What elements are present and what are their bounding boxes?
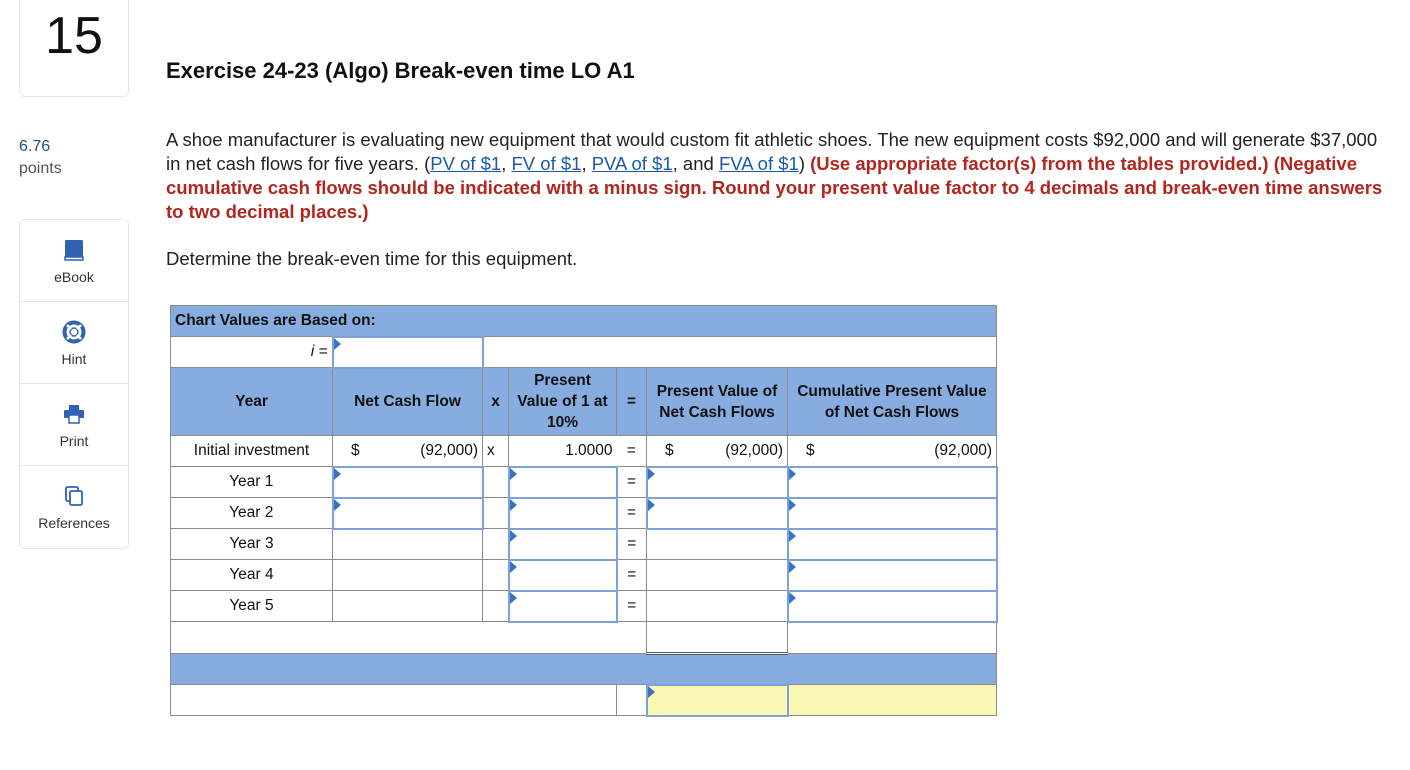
empty-cell: [483, 560, 509, 591]
year-label: Year 2: [171, 498, 333, 529]
header-equals: =: [617, 368, 647, 436]
initial-ncf: [333, 436, 483, 467]
ebook-button[interactable]: [20, 220, 128, 302]
points-value: 6.76: [19, 138, 51, 155]
year-label: Year 5: [171, 591, 333, 622]
printer-icon: [61, 401, 87, 427]
year2-ncf-input[interactable]: [333, 498, 483, 529]
exercise-title: Exercise 24-23 (Algo) Break-even time LO A1: [166, 58, 635, 83]
break-even-input[interactable]: [647, 685, 788, 716]
year4-pv-cell: [647, 560, 788, 591]
instructions-text: (Use appropriate factor(s) from the tables provided.) (Negative cumulative cash flows should be indicated with a minus sign. Round your present value factor to 4 decimals and break-even time answers to two decimal places.): [166, 153, 1383, 222]
header-cumulative: Cumulative Present Value of Net Cash Flows: [788, 368, 997, 436]
equals-sign: =: [617, 560, 647, 591]
book-icon: [61, 237, 87, 263]
empty-cell: [333, 529, 483, 560]
year1-factor-input[interactable]: [509, 467, 617, 498]
dollar-sign: $: [665, 441, 674, 459]
row-year-5: [171, 591, 997, 622]
break-even-label-cell: [171, 685, 617, 716]
question-prompt: A shoe manufacturer is evaluating new equipment that would custom fit athletic shoes. The new equipment costs $92,000 and will generate $37,000 in net cash flows for five years. (PV of $1, FV of $1, PVA of $1, and FVA of $1) (Use appropriate factor(s) from the tables provided.) (Negative cumulative cash flows should be indicated with a minus sign. Round your present value factor to 4 decimals and break-even time answers to two decimal places.): [166, 129, 1383, 222]
hint-button[interactable]: [20, 302, 128, 384]
times-sign: x: [483, 436, 509, 467]
empty-cell: [617, 685, 647, 716]
initial-factor: 1.0000: [509, 436, 617, 467]
references-label: References: [38, 515, 110, 531]
row-year-4: [171, 560, 997, 591]
equals-sign: =: [617, 436, 647, 467]
year-label: Year 1: [171, 467, 333, 498]
row-initial-investment: [171, 436, 997, 467]
empty-cell: [483, 591, 509, 622]
row-total: [171, 622, 997, 654]
tools-panel: [19, 219, 129, 549]
header-x: x: [483, 368, 509, 436]
initial-cum-value: (92,000): [934, 441, 992, 459]
year3-factor-input[interactable]: [509, 529, 617, 560]
determine-text: Determine the break-even time for this equipment.: [166, 248, 578, 269]
year-label: Year 3: [171, 529, 333, 560]
year1-pv-input[interactable]: [647, 467, 788, 498]
year2-pv-input[interactable]: [647, 498, 788, 529]
break-even-result-cell: [788, 685, 997, 716]
initial-label: Initial investment: [171, 436, 333, 467]
header-pv-factor: Present Value of 1 at 10%: [509, 368, 617, 436]
hint-label: Hint: [61, 350, 87, 367]
empty-cell: [483, 467, 509, 498]
ebook-label: eBook: [54, 268, 94, 285]
references-button[interactable]: [20, 466, 128, 548]
year4-cum-input[interactable]: [788, 560, 997, 591]
year2-factor-input[interactable]: [509, 498, 617, 529]
empty-cell: [483, 498, 509, 529]
year4-factor-input[interactable]: [509, 560, 617, 591]
chart-values-label: Chart Values are Based on:: [171, 306, 997, 337]
year3-pv-cell: [647, 529, 788, 560]
row-break-even: [171, 685, 997, 716]
print-label: Print: [59, 432, 89, 449]
i-label: i =: [171, 337, 333, 368]
year-label: Year 4: [171, 560, 333, 591]
total-pv-cell: [647, 622, 788, 654]
empty-cell: [483, 337, 997, 368]
interest-rate-input[interactable]: [333, 337, 483, 368]
initial-cum: [788, 436, 997, 467]
break-even-table: [170, 305, 998, 717]
row-year-2: [171, 498, 997, 529]
and-text: and: [682, 153, 714, 174]
row-year-1: [171, 467, 997, 498]
equals-sign: =: [617, 591, 647, 622]
prompt-text: A shoe manufacturer is evaluating new equipment that would custom fit athletic shoes. The new equipment costs $92,000 and will generate $37,000 in net cash flows for five years. (: [166, 129, 1378, 174]
lifebuoy-icon: [61, 319, 87, 345]
initial-pv: [647, 436, 788, 467]
fva-link[interactable]: FVA of $1: [718, 153, 799, 174]
question-number: 15: [45, 7, 103, 65]
year2-cum-input[interactable]: [788, 498, 997, 529]
year1-ncf-input[interactable]: [333, 467, 483, 498]
header-pv-net-cash: Present Value of Net Cash Flows: [647, 368, 788, 436]
question-number-box: [19, 0, 129, 97]
year5-pv-cell: [647, 591, 788, 622]
empty-cell: [788, 622, 997, 654]
row-year-3: [171, 529, 997, 560]
empty-cell: [333, 560, 483, 591]
dollar-sign: $: [351, 441, 360, 459]
copy-icon: [61, 483, 87, 509]
empty-cell: [171, 622, 647, 654]
year5-factor-input[interactable]: [509, 591, 617, 622]
close-paren: ): [798, 153, 805, 174]
blue-divider-row: [171, 654, 997, 685]
pva-link[interactable]: PVA of $1: [591, 153, 673, 174]
header-net-cash-flow: Net Cash Flow: [333, 368, 483, 436]
initial-ncf-value: (92,000): [420, 441, 478, 459]
print-button[interactable]: [20, 384, 128, 466]
pv-link[interactable]: PV of $1: [430, 153, 502, 174]
equals-sign: =: [617, 467, 647, 498]
empty-cell: [333, 591, 483, 622]
equals-sign: =: [617, 498, 647, 529]
equals-sign: =: [617, 529, 647, 560]
year5-cum-input[interactable]: [788, 591, 997, 622]
year3-cum-input[interactable]: [788, 529, 997, 560]
year1-cum-input[interactable]: [788, 467, 997, 498]
points-label: points: [19, 160, 62, 177]
points-info: [19, 136, 62, 180]
empty-cell: [483, 529, 509, 560]
initial-pv-value: (92,000): [725, 441, 783, 459]
header-year: Year: [171, 368, 333, 436]
dollar-sign: $: [806, 441, 815, 459]
fv-link[interactable]: FV of $1: [511, 153, 582, 174]
